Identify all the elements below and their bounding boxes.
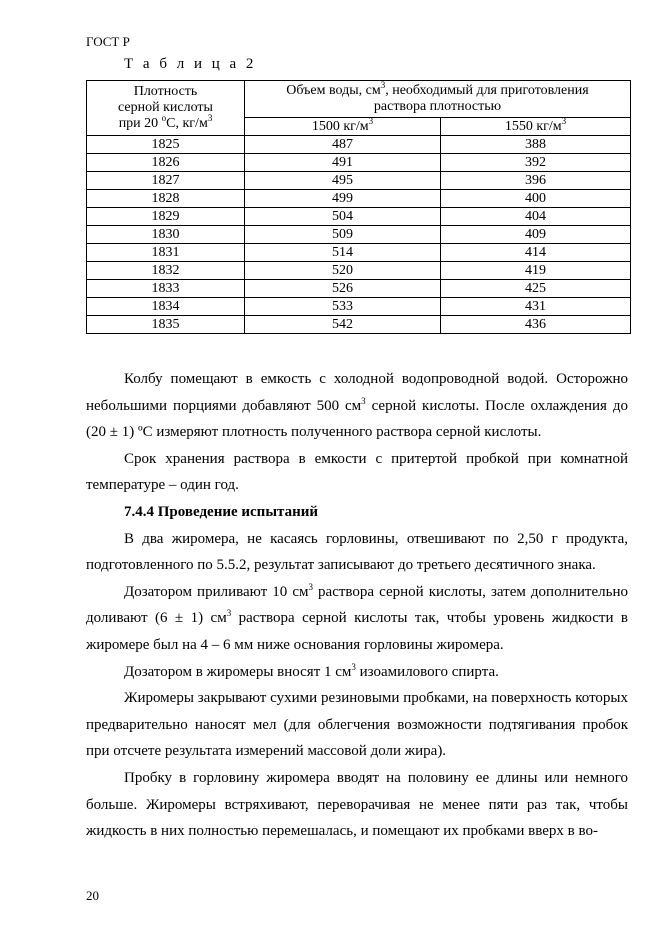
degree-mark: о (161, 113, 167, 123)
group-header-line-2: раствора плотностью (373, 99, 502, 114)
paragraph-shaking: Пробку в горловину жиромера вводят на половину ее длины или немного больше. Жиромеры встряхивают, переворачивая не менее пяти раз так, чтобы жидкость в них полностью перемешалась, и помещают их пробками вверх в во- (86, 769, 628, 840)
density-cell: 1827 (87, 172, 245, 190)
table-row (87, 298, 631, 316)
density-cell: 1829 (87, 208, 245, 226)
p4-text-b: раствора серной кислоты, затем дополнительно доливают (6 ± 1) см (86, 583, 628, 627)
subheader-1550-exp: 3 (561, 115, 567, 126)
document-code: ГОСТ Р (86, 34, 130, 49)
section-heading: 7.4.4 Проведение испытаний (124, 503, 319, 520)
density-header-line-1: Плотность (133, 84, 198, 99)
p1-exp: 3 (361, 395, 366, 406)
volume-1550-cell: 419 (441, 262, 631, 280)
volume-1550-cell: 414 (441, 244, 631, 262)
density-header-line-2: серной кислоты (118, 100, 213, 115)
density-column-header (87, 81, 245, 136)
p5-text-a: Дозатором в жиромеры вносят 1 см (124, 663, 352, 680)
paragraph-flask-procedure (86, 366, 628, 446)
density-header-line-3: при 20 (118, 116, 162, 131)
paragraph-weighing: В два жиромера, не касаясь горловины, отвешивают по 2,50 г продукта, подготовленного по 5.5.2, результат записывают до третьего десятичного знака. (86, 530, 628, 574)
volume-1500-cell: 542 (245, 316, 441, 334)
density-cell: 1832 (87, 262, 245, 280)
table-caption: Т а б л и ц а 2 (124, 56, 257, 72)
density-header-unit-exp: 3 (207, 113, 213, 123)
p5-exp: 3 (351, 661, 356, 672)
density-header-unit: С, кг/м (166, 116, 208, 131)
density-cell: 1834 (87, 298, 245, 316)
volume-1550-cell: 400 (441, 190, 631, 208)
p4-text-c: раствора серной кислоты так, чтобы уровень жидкости в жиромере был на 4 – 6 мм ниже основания горловины жиромера. (86, 610, 628, 653)
volume-1550-cell: 436 (441, 316, 631, 334)
table-row (87, 226, 631, 244)
volume-1550-cell: 392 (441, 154, 631, 172)
table-header-row (87, 81, 631, 118)
volume-1550-cell: 425 (441, 280, 631, 298)
density-cell: 1830 (87, 226, 245, 244)
table-row (87, 154, 631, 172)
water-volume-group-header (245, 81, 631, 118)
p5-text-b: изоамилового спирта. (355, 663, 499, 680)
volume-1500-cell: 526 (245, 280, 441, 298)
p1-text-a: Колбу помещают в емкость с холодной водопроводной водой. Осторожно небольшими порциями добавляют 500 см (86, 371, 628, 414)
page-number: 20 (86, 888, 99, 903)
subheader-1550-text: 1550 кг/м (504, 118, 562, 134)
density-cell: 1835 (87, 316, 245, 334)
paragraph-dosing-acid (86, 579, 628, 659)
group-header-text-a: Объем воды, см (286, 83, 381, 98)
table-row (87, 172, 631, 190)
density-cell: 1826 (87, 154, 245, 172)
volume-1500-cell: 509 (245, 226, 441, 244)
density-1500-header (245, 115, 441, 136)
volume-1500-cell: 491 (245, 154, 441, 172)
volume-1500-cell: 520 (245, 262, 441, 280)
volume-1550-cell: 388 (441, 136, 631, 154)
paragraph-dosing-alcohol (86, 659, 628, 686)
volume-1500-cell: 533 (245, 298, 441, 316)
group-header-exp: 3 (380, 80, 386, 90)
table-row (87, 262, 631, 280)
volume-1550-cell: 409 (441, 226, 631, 244)
paragraph-stoppers: Жиромеры закрывают сухими резиновыми пробками, на поверхность которых предварительно наносят мел (для облегчения возможности подтягивания пробок при отсчете результата измерений массовой доли жира). (86, 690, 628, 760)
density-cell: 1828 (87, 190, 245, 208)
p1-text-b: серной кислоты. После охлаждения до (20 ± 1) ºС измеряют плотность полученного раствора серной кислоты. (86, 397, 628, 441)
volume-1500-cell: 495 (245, 172, 441, 190)
p4-exp-a: 3 (308, 581, 313, 592)
group-header-text-b: , необходимый для приготовления (385, 83, 589, 98)
paragraph-storage: Срок хранения раствора в емкости с притертой пробкой при комнатной температуре – один год. (86, 450, 628, 494)
volume-1500-cell: 504 (245, 208, 441, 226)
body-text (86, 366, 628, 845)
subheader-1500-text: 1500 кг/м (311, 118, 369, 134)
table-row (87, 136, 631, 154)
volume-1550-cell: 431 (441, 298, 631, 316)
density-cell: 1833 (87, 280, 245, 298)
subheader-1500-exp: 3 (368, 115, 374, 126)
table-row (87, 244, 631, 262)
water-volume-table (86, 80, 631, 334)
volume-1550-cell: 396 (441, 172, 631, 190)
p4-text-a: Дозатором приливают 10 см (124, 583, 309, 600)
table-row (87, 208, 631, 226)
table-row (87, 280, 631, 298)
volume-1550-cell: 404 (441, 208, 631, 226)
volume-1500-cell: 487 (245, 136, 441, 154)
table-row (87, 316, 631, 334)
volume-1500-cell: 499 (245, 190, 441, 208)
density-cell: 1831 (87, 244, 245, 262)
p4-exp-b: 3 (226, 608, 232, 619)
table-row (87, 190, 631, 208)
volume-1500-cell: 514 (245, 244, 441, 262)
density-1550-header (441, 115, 631, 136)
density-cell: 1825 (87, 136, 245, 154)
